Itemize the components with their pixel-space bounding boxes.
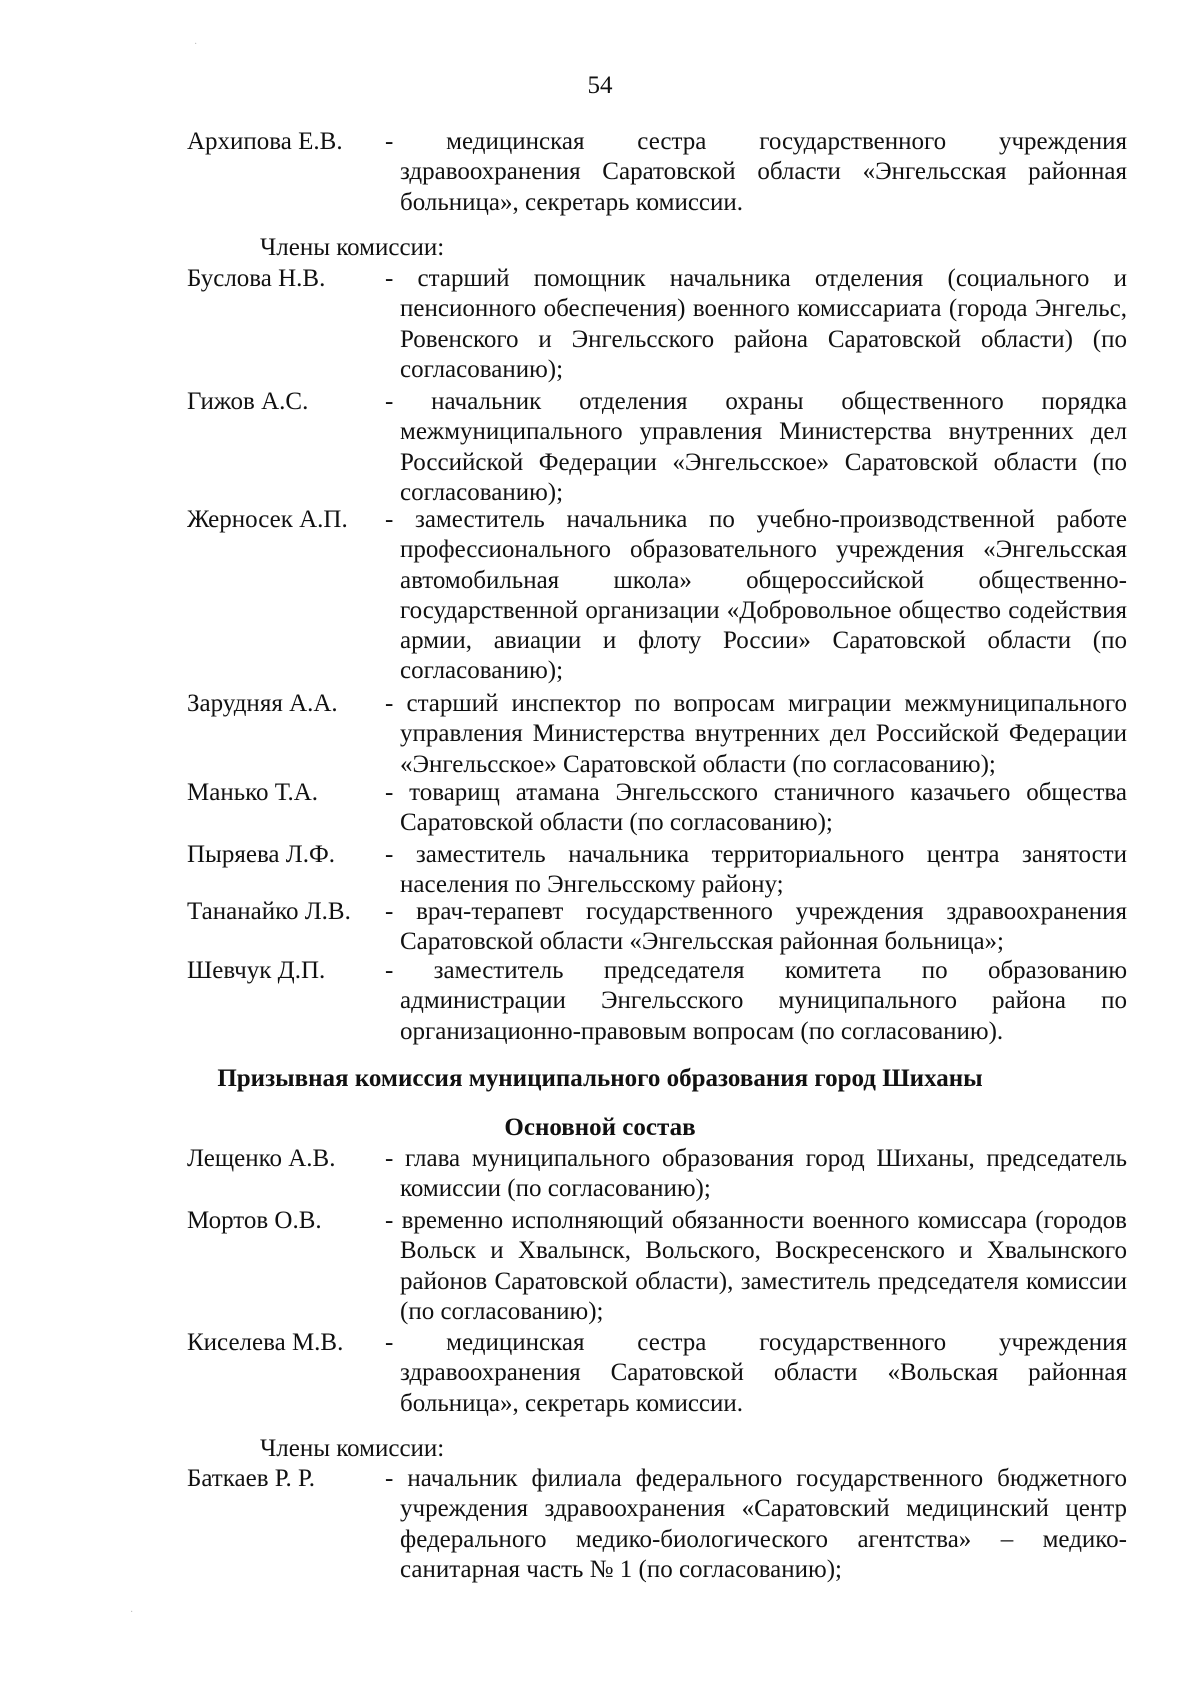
leader-entry [187, 1206, 1127, 1327]
members-label: Члены комиссии: [260, 1435, 445, 1462]
person-name: Баткаев Р. Р. [187, 1465, 316, 1492]
person-role: - глава муниципального образования город Шиханы, председатель комиссии (по согласованию); [385, 1145, 1127, 1203]
person-role: - медицинская сестра государственного учреждения здравоохранения Саратовской области «Энгельсская районная больница», секретарь комиссии. [385, 128, 1127, 216]
person-name: Буслова Н.В. [187, 265, 326, 292]
person-role: - старший помощник начальника отделения (социального и пенсионного обеспечения) военного комиссариата (города Энгельс, Ровенского и Энгельсского района Саратовской области) (по согласованию); [385, 265, 1127, 383]
person-name: Тананайко Л.В. [187, 898, 351, 925]
section-subtitle: Основной состав [504, 1114, 696, 1141]
member-entry [187, 505, 1127, 687]
person-name: Киселева М.В. [187, 1329, 344, 1356]
person-name: Лещенко А.В. [187, 1145, 336, 1172]
person-role: - начальник отделения охраны общественного порядка межмуниципального управления Министерства внутренних дел Российской Федерации «Энгельсское» Саратовской области (по согласованию); [385, 388, 1127, 506]
person-role: - старший инспектор по вопросам миграции межмуниципального управления Министерства внутренних дел Российской Федерации «Энгельсское» Саратовской области (по согласованию); [385, 690, 1127, 778]
person-name: Шевчук Д.П. [187, 957, 326, 984]
person-name: Архипова Е.В. [187, 128, 343, 155]
member-entry [187, 689, 1127, 780]
member-entry [187, 897, 1127, 958]
page-number: 54 [587, 72, 613, 99]
secretary-entry [187, 127, 1127, 218]
scan-speck: · [130, 1607, 134, 1618]
member-entry [187, 387, 1127, 508]
person-role: - временно исполняющий обязанности военного комиссара (городов Вольск и Хвалынск, Вольского, Воскресенского и Хвалынского районов Саратовской области), заместитель председателя комиссии (по согласованию); [385, 1207, 1127, 1325]
person-name: Мортов О.В. [187, 1207, 322, 1234]
person-role: - заместитель председателя комитета по образованию администрации Энгельсского муниципального района по организационно-правовым вопросам (по согласованию). [385, 957, 1127, 1045]
section-title: Призывная комиссия муниципального образования город Шиханы [217, 1065, 983, 1092]
member-entry [187, 956, 1127, 1047]
person-name: Жерносек А.П. [187, 506, 348, 533]
person-role: - заместитель начальника по учебно-производственной работе профессионального образовательного учреждения «Энгельсская автомобильная школа» общероссийской общественно-государственной организации «Добровольное общество содействия армии, авиации и флоту России» Саратовской области (по согласованию); [385, 506, 1127, 685]
person-name: Зарудняя А.А. [187, 690, 338, 717]
person-name: Пыряева Л.Ф. [187, 841, 335, 868]
scan-speck: · [194, 39, 198, 50]
person-role: - медицинская сестра государственного учреждения здравоохранения Саратовской области «Вольская районная больница», секретарь комиссии. [385, 1329, 1127, 1417]
members-label: Члены комиссии: [260, 234, 445, 261]
person-role: - заместитель начальника территориального центра занятости населения по Энгельсскому району; [385, 841, 1127, 899]
person-name: Гижов А.С. [187, 388, 309, 415]
person-name: Манько Т.А. [187, 779, 319, 806]
secretary-entry [187, 1328, 1127, 1419]
person-role: - начальник филиала федерального государственного бюджетного учреждения здравоохранения «Саратовский медицинский центр федерального медико-биологического агентства» – медико-санитарная часть № 1 (по согласованию); [385, 1465, 1127, 1583]
member-entry [187, 1464, 1127, 1585]
leader-entry [187, 1144, 1127, 1205]
person-role: - товарищ атамана Энгельсского станичного казачьего общества Саратовской области (по согласованию); [385, 779, 1127, 837]
person-role: - врач-терапевт государственного учреждения здравоохранения Саратовской области «Энгельсская районная больница»; [385, 898, 1127, 956]
member-entry [187, 264, 1127, 385]
member-entry [187, 840, 1127, 901]
member-entry [187, 778, 1127, 839]
